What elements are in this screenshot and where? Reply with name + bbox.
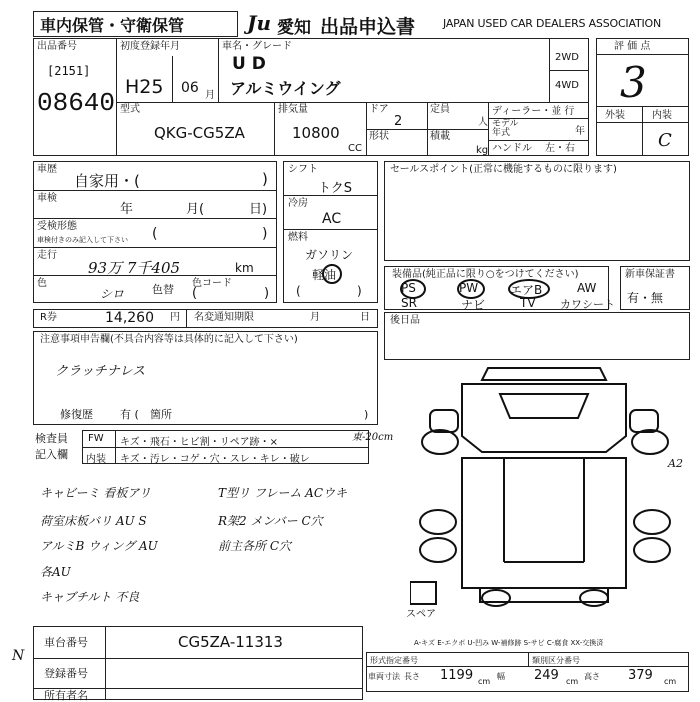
ukekata-note: 車検付きのみ記入して下さい [37,236,128,244]
chassis-label: 車台番号 [44,636,88,649]
remark-4: R架2 メンバー C穴 [218,514,323,528]
reg-year: H25 [125,76,164,98]
inspection-month: 月( [186,202,205,217]
notice-label: 名変通知期限 [194,312,254,323]
remark-3: 荷室床板バリ AU S [40,514,147,528]
person-unit: 人 [478,117,488,128]
ju-logo: Ju [247,11,272,35]
size-label: 車両寸法 [368,672,400,681]
mileage-unit: km [235,261,254,275]
rear-wheel-right-2 [634,538,670,562]
cooling-label: 冷房 [288,198,308,209]
front-wheel-left [422,430,458,454]
notes-label: 注意事項申告欄(不具合内容等は具体的に記入して下さい) [40,334,298,345]
vehicle-grade: アルミウイング [230,79,341,98]
equip-airbag: エアB [510,283,543,297]
fw-mark: 東-20cm [352,432,394,443]
shift-label: シフト [288,164,318,175]
interior-grade: C [658,130,672,151]
rear-wheel-left-1 [420,510,456,534]
fuel-value: ガソリン [305,248,354,262]
listing-no-label: 出品番号 [37,41,77,52]
a2-mark: A2 [668,457,683,470]
drive-2wd: 2WD [555,52,579,63]
interior-label: 内装 [652,110,672,121]
repair-history-value: 有 ( [120,408,139,421]
listing-number: 08640 [37,88,116,118]
shape-label: 形状 [369,131,389,142]
handle-label: ハンドル [492,143,532,154]
spare-tire-left [482,590,510,606]
dealer-label: ディーラー・並 行 [492,106,575,117]
ukekata-open: ( [152,226,158,242]
fuel-circle-mark [322,264,342,284]
class-no-label: 類別区分番号 [532,656,580,665]
reg-month: 06 [181,80,199,96]
owner-label: 所有者名 [44,689,88,702]
notes-text: クラッチナレス [55,364,146,379]
kg-unit: kg [476,145,489,156]
rear-wheel-left-2 [420,538,456,562]
fuel-label: 燃料 [288,232,308,243]
logo-region: 愛知 [277,18,311,38]
inspector-label-1: 検査員 [35,432,68,445]
length-value: 1199 [440,668,474,683]
capacity-label: 定員 [430,104,450,115]
listing-sub-no: [2151] [47,64,91,78]
handle-options: 左・右 [545,143,575,154]
mileage-value: 93万 7千405 [88,259,181,277]
repair-history-label: 修復歴 [60,408,93,421]
height-label: 高さ [584,672,600,681]
length-label: 長さ [404,672,420,681]
spare-label: スペア [406,609,436,620]
cargo-body [462,458,626,588]
doors-label: ドア [369,104,389,115]
color-label: 色 [37,278,47,289]
grade-label: 評 価 点 [614,41,651,52]
fuel-close: ) [357,284,362,298]
mirror-right [630,410,658,432]
equip-aw: AW [577,281,597,295]
ukekata-close: ) [262,226,268,242]
margin-mark: N [12,648,25,664]
remark-6: 前主各所 C穴 [218,539,291,553]
ukekata-label: 受検形態 [37,221,77,232]
first-reg-label: 初度登録年月 [120,41,180,52]
inspection-day: 日) [249,202,268,217]
color-value: シロ [100,287,125,301]
history-close: ) [262,170,268,188]
doors-value: 2 [394,114,403,129]
height-value: 379 [628,668,653,683]
equip-wseat: カワシート [560,298,615,311]
spare-tire-right [580,590,608,606]
interior-row-items: キズ・汚レ・コゲ・穴・スレ・キレ・破レ [120,454,310,465]
interior-row-label: 内装 [86,454,106,465]
model-label: 型式 [120,104,140,115]
shift-value: トクS [318,181,352,196]
equip-navi: ナビ [461,298,486,312]
sales-point-box [384,161,690,261]
inspector-label-2: 記入欄 [35,448,68,461]
color-code-label: 色コード [192,278,232,289]
recycle-yen: 円 [170,312,180,323]
front-wheel-right [632,430,668,454]
color-change-label: 色替 [152,283,174,296]
model-year-label: モデル 年式 [492,119,519,138]
truck-diagram [410,362,680,624]
repair-history-close: ) [364,408,369,421]
notice-month: 月 [310,312,320,323]
rear-wheel-right-1 [634,510,670,534]
length-unit: cm [478,677,491,686]
equipment-label: 装備品(純正品に限り○をつけてください) [392,269,579,280]
cc-unit: CC [348,143,362,154]
warranty-label: 新車保証書 [625,269,675,280]
association-name: JAPAN USED CAR DEALERS ASSOCIATION [443,17,661,30]
equip-sr: SR [401,296,417,310]
chassis-value: CG5ZA-11313 [178,633,283,651]
width-unit: cm [566,677,579,686]
reg-month-suffix: 月 [205,90,215,101]
displacement-label: 排気量 [278,104,308,115]
form-no-label: 形式指定番号 [370,656,418,665]
color-code-close: ) [264,286,270,301]
load-label: 積載 [430,131,450,142]
inspection-year: 年 [120,202,134,217]
recycle-label: R券 [40,312,57,323]
remark-7: 各AU [40,565,71,579]
year-unit: 年 [575,126,585,137]
exterior-label: 外装 [605,110,625,121]
windshield [500,394,588,418]
fw-label: FW [88,433,104,444]
width-label: 幅 [497,672,505,681]
mileage-label: 走行 [37,250,57,261]
remark-8: キャブチルト 不良 [40,590,140,604]
inspection-label: 車検 [37,193,57,204]
mirror-left [430,410,458,432]
spare-box [410,582,436,604]
repair-history-place: 箇所 [150,408,172,421]
fuel-open: ( [296,284,301,298]
sales-point-label: セールスポイント(正常に機能するものに限ります) [390,164,617,175]
color-code-open: ( [192,286,198,301]
cab-top [482,368,606,380]
storage-label: 車内保管・守衛保管 [40,16,185,35]
equip-tv: TV [520,296,536,310]
remark-5: アルミB ウィング AU [40,539,158,553]
equip-pw: PW [459,281,479,295]
displacement-value: 10800 [292,124,340,142]
recycle-amount: 14,260 [105,310,154,326]
vehicle-name: U D [232,54,266,74]
equip-ps: PS [401,281,416,295]
drive-4wd: 4WD [555,80,579,91]
form-title: 出品申込書 [320,16,416,38]
model-value: QKG-CG5ZA [154,124,245,142]
remark-1: キャビーミ 看板アリ [40,486,151,500]
grade-score: 3 [620,58,647,107]
cooling-value: AC [322,211,342,227]
history-value: 自家用・( [74,172,140,190]
rear-item-box [384,312,690,360]
fw-items: キズ・飛石・ヒビ割・リペア跡・× [120,437,278,448]
height-unit: cm [664,677,677,686]
history-label: 車歴 [37,164,57,175]
damage-legend: A-キズ E-エクボ U-凹み W-補修跡 S-サビ C-腐食 XX-交換済 [414,639,604,647]
remark-2: T型リ フレーム ACウキ [218,486,348,500]
notice-day: 日 [360,312,370,323]
warranty-value: 有・無 [627,291,664,305]
cargo-inner [504,458,584,562]
width-value: 249 [534,668,559,683]
vehicle-name-label: 車名・グレード [222,41,292,52]
fuel-value-2: 軽油 [312,268,337,282]
rear-item-label: 後日品 [390,315,420,326]
reg-no-label: 登録番号 [44,667,88,680]
